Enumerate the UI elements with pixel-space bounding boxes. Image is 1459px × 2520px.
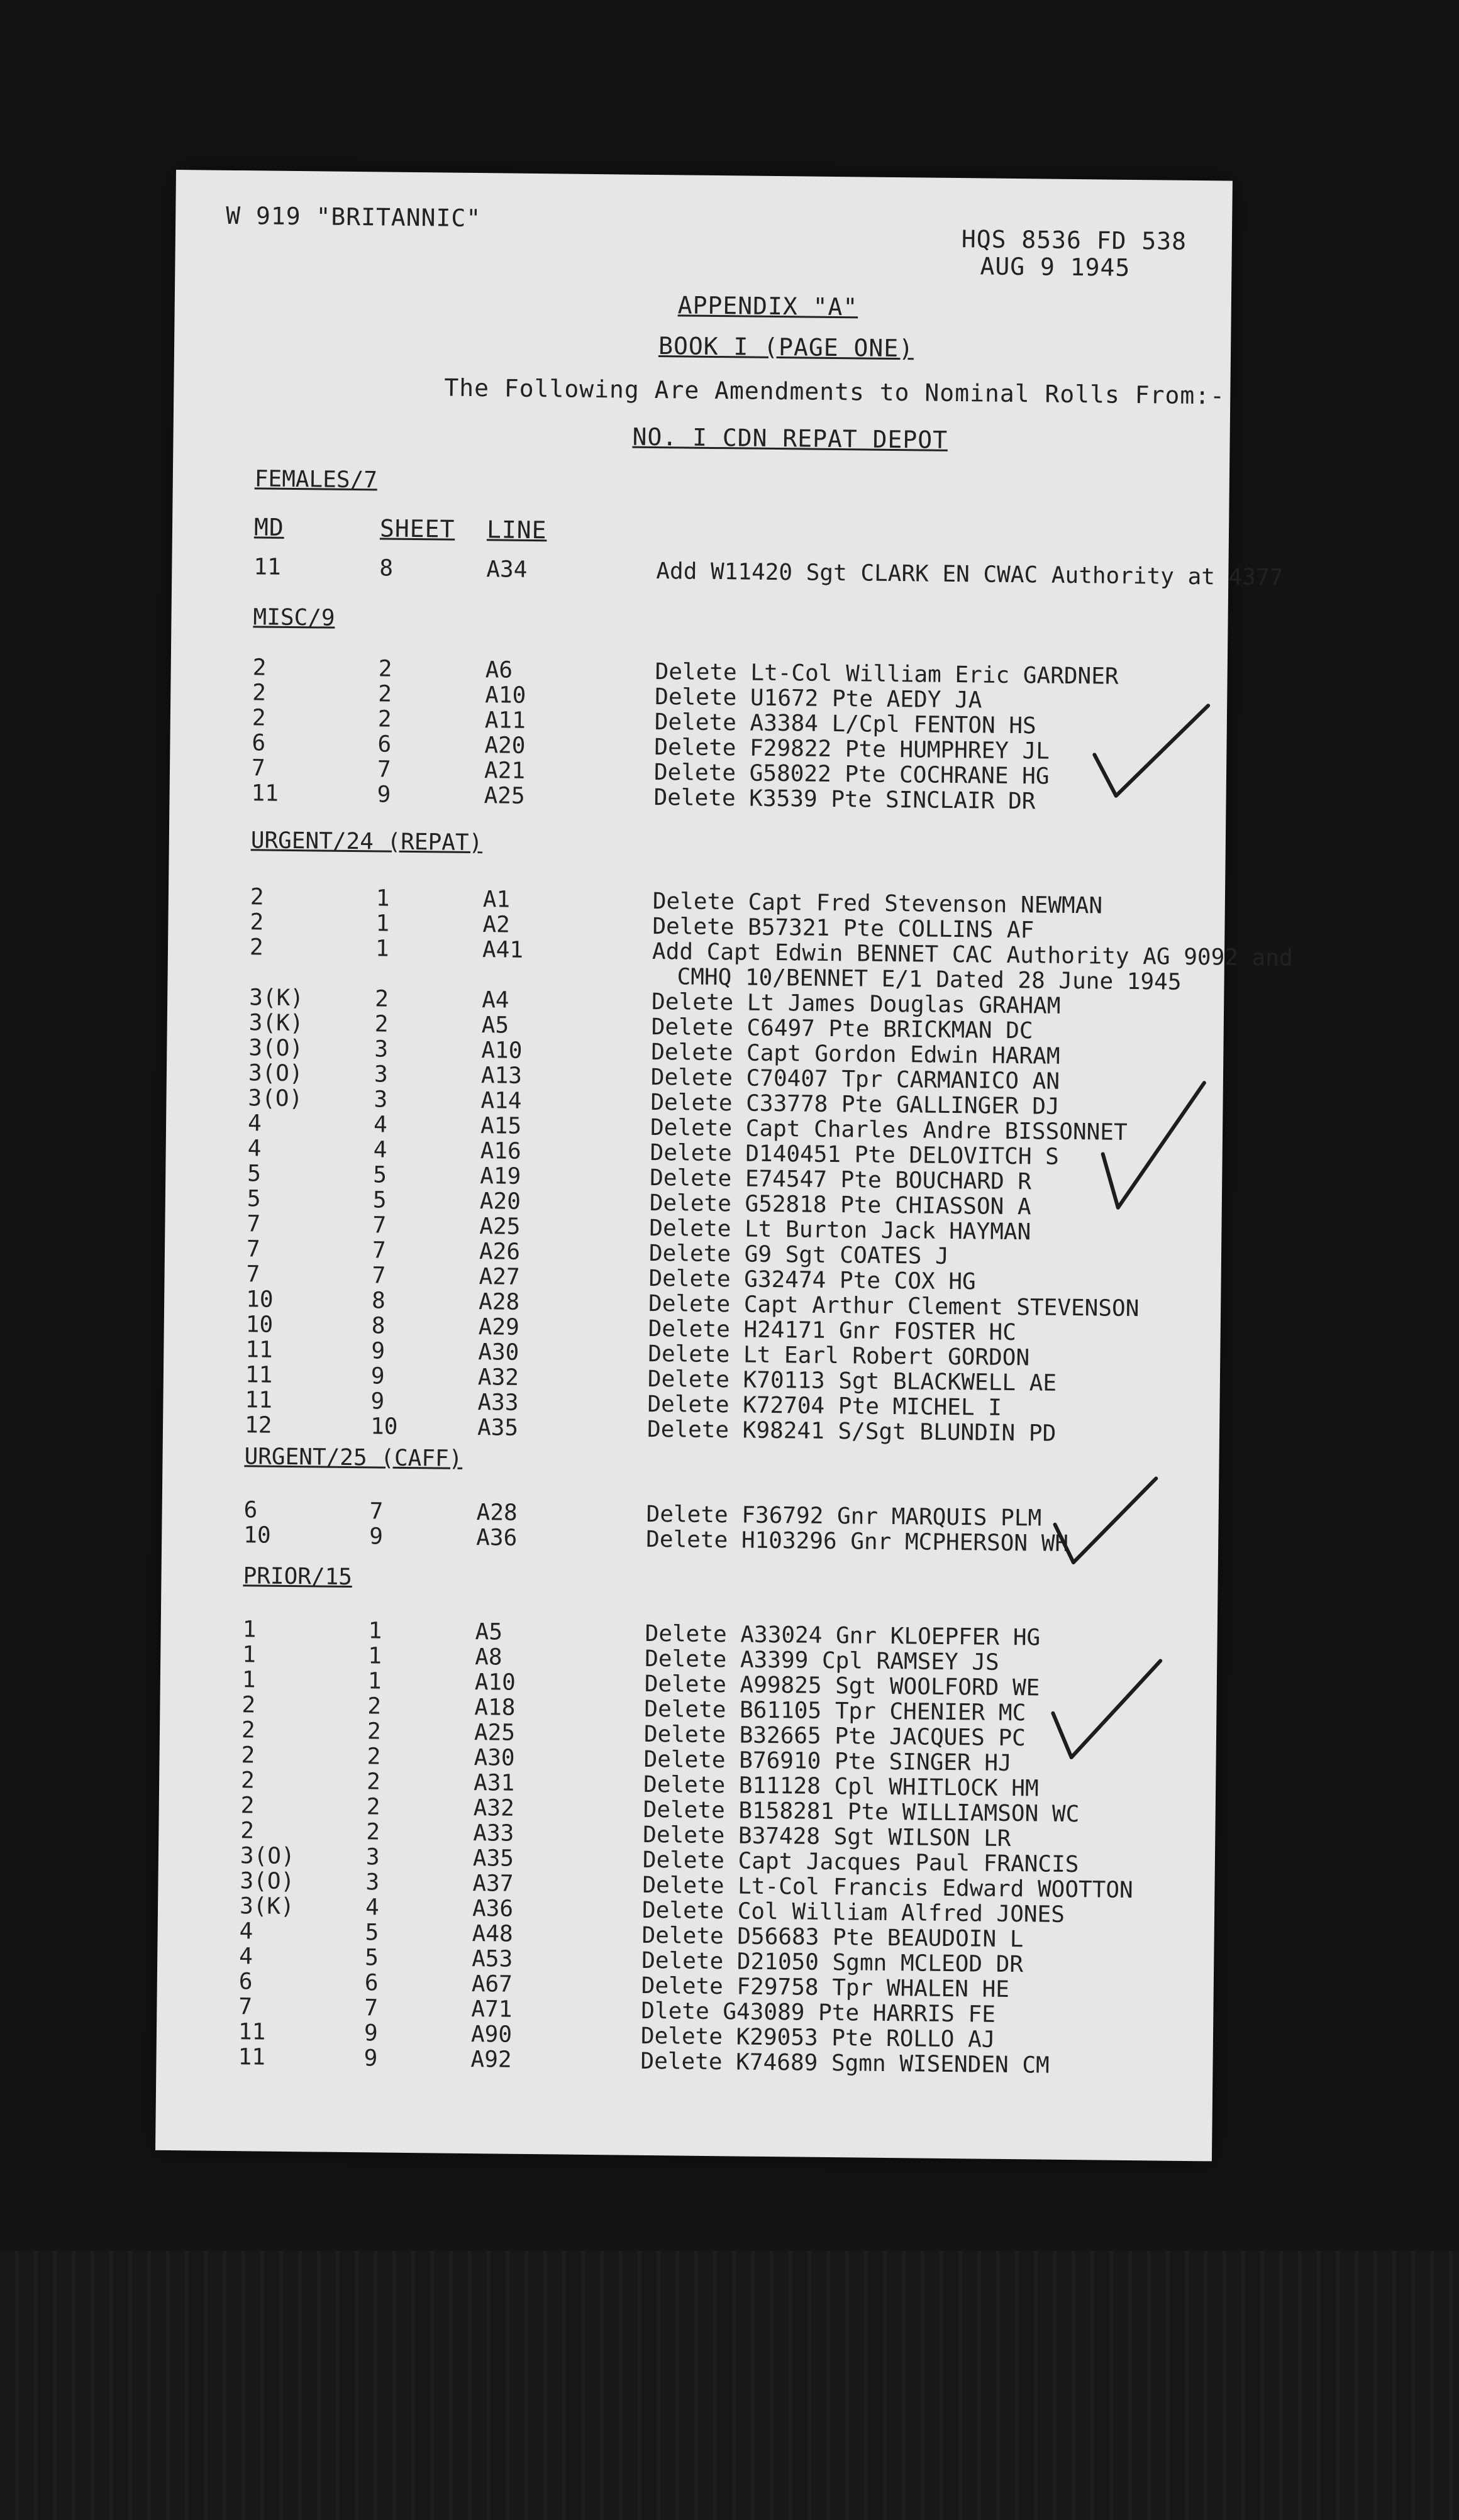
amendment-row bbox=[172, 553, 1284, 591]
row-text: Delete B11128 Cpl WHITLOCK HM bbox=[643, 1771, 1039, 1802]
intro-text: The Following Are Amendments to Nominal Rolls From:- bbox=[444, 373, 1226, 410]
row-text: Delete G58022 Pte COCHRANE HG bbox=[653, 760, 1050, 790]
row-sheet: 9 bbox=[363, 2020, 378, 2047]
row-line: A32 bbox=[473, 1795, 514, 1821]
ship-heading: W 919 "BRITANNIC" bbox=[226, 201, 482, 233]
row-sheet: 5 bbox=[373, 1162, 387, 1188]
row-line: A5 bbox=[475, 1619, 503, 1645]
row-text: Delete F36792 Gnr MARQUIS PLM bbox=[646, 1501, 1042, 1532]
row-md: 1 bbox=[242, 1642, 257, 1668]
row-sheet: 1 bbox=[367, 1668, 382, 1694]
row-sheet: 7 bbox=[372, 1263, 386, 1289]
row-line: A10 bbox=[474, 1669, 516, 1696]
row-line: A33 bbox=[477, 1390, 519, 1416]
row-md: 11 bbox=[245, 1362, 273, 1388]
row-text: Delete A3384 L/Cpl FENTON HS bbox=[654, 709, 1036, 739]
row-sheet: 7 bbox=[369, 1498, 384, 1525]
row-text: Delete G9 Sgt COATES J bbox=[648, 1240, 950, 1269]
row-sheet: 4 bbox=[365, 1894, 379, 1921]
row-text: Delete C6497 Pte BRICKMAN DC bbox=[651, 1014, 1033, 1044]
checkmark-3 bbox=[1048, 1468, 1163, 1570]
row-text: Delete Capt Fred Stevenson NEWMAN bbox=[652, 888, 1103, 919]
row-sheet: 2 bbox=[367, 1744, 381, 1770]
row-text: Delete Capt Charles Andre BISSONNET bbox=[650, 1114, 1128, 1146]
row-text: Delete K3539 Pte SINCLAIR DR bbox=[653, 785, 1036, 815]
row-text: Delete A99825 Sgt WOOLFORD WE bbox=[644, 1671, 1040, 1701]
row-line: A5 bbox=[481, 1012, 509, 1039]
row-sheet: 1 bbox=[375, 885, 390, 912]
row-text: Delete G32474 Pte COX HG bbox=[648, 1265, 976, 1295]
row-md: 2 bbox=[240, 1793, 255, 1819]
row-line: A2 bbox=[482, 912, 511, 938]
row-line: A14 bbox=[480, 1088, 522, 1114]
row-line: A35 bbox=[477, 1415, 519, 1441]
book-title: BOOK I (PAGE ONE) bbox=[658, 332, 914, 363]
row-text: Delete E74547 Pte BOUCHARD R bbox=[650, 1164, 1032, 1195]
row-line: A30 bbox=[478, 1339, 519, 1366]
row-sheet: 2 bbox=[378, 656, 392, 682]
row-md: 7 bbox=[238, 1994, 253, 2020]
appendix-title: APPENDIX "A" bbox=[677, 291, 858, 321]
row-line: A41 bbox=[482, 937, 524, 963]
row-line: A25 bbox=[479, 1213, 521, 1240]
row-line: A10 bbox=[485, 682, 526, 709]
hqs-reference: HQS 8536 FD 538 bbox=[961, 225, 1187, 255]
row-md: 11 bbox=[238, 2044, 266, 2070]
row-sheet: 7 bbox=[372, 1212, 387, 1239]
row-sheet: 9 bbox=[371, 1338, 386, 1364]
row-line: A10 bbox=[481, 1037, 523, 1064]
row-text: Delete D140451 Pte DELOVITCH S bbox=[650, 1139, 1060, 1170]
row-text: Delete A33024 Gnr KLOEPFER HG bbox=[645, 1620, 1041, 1651]
section-title: MISC/9 bbox=[253, 604, 335, 631]
row-md: 10 bbox=[245, 1312, 274, 1338]
row-text: Delete B61105 Tpr CHENIER MC bbox=[644, 1696, 1026, 1727]
row-line: A1 bbox=[482, 887, 511, 913]
row-text: Delete K70113 Sgt BLACKWELL AE bbox=[647, 1366, 1057, 1396]
row-sheet: 4 bbox=[373, 1137, 387, 1163]
row-sheet: 2 bbox=[366, 1794, 380, 1820]
row-md: 5 bbox=[247, 1161, 262, 1187]
row-text: Delete H24171 Gnr FOSTER HC bbox=[648, 1315, 1017, 1346]
row-text: Dlete G43089 Pte HARRIS FE bbox=[641, 1998, 996, 2028]
row-sheet: 6 bbox=[377, 731, 392, 758]
row-sheet: 2 bbox=[374, 1011, 389, 1037]
row-line: A13 bbox=[480, 1063, 523, 1089]
row-md: 2 bbox=[240, 1818, 255, 1844]
row-text: Delete C70407 Tpr CARMANICO AN bbox=[650, 1064, 1060, 1095]
row-md: 1 bbox=[242, 1616, 257, 1643]
row-sheet: 5 bbox=[365, 1945, 379, 1971]
row-continuation: CMHQ 10/BENNET E/1 Dated 28 June 1945 bbox=[677, 964, 1182, 995]
row-md: 6 bbox=[238, 1969, 253, 1995]
row-line: A25 bbox=[474, 1720, 516, 1746]
row-sheet: 7 bbox=[372, 1237, 386, 1264]
row-text: Delete F29822 Pte HUMPHREY JL bbox=[654, 734, 1050, 765]
row-line: A92 bbox=[470, 2047, 512, 2073]
row-md: 3(K) bbox=[239, 1893, 294, 1920]
row-md: 10 bbox=[245, 1286, 274, 1313]
checkmark-2 bbox=[1096, 1072, 1211, 1218]
row-text: Delete Capt Jacques Paul FRANCIS bbox=[642, 1847, 1079, 1878]
row-md: 11 bbox=[251, 780, 279, 807]
row-sheet: 9 bbox=[369, 1523, 384, 1550]
section-title: FEMALES/7 bbox=[254, 466, 378, 494]
row-sheet: 2 bbox=[366, 1769, 381, 1795]
row-line: A53 bbox=[472, 1946, 513, 1972]
row-md: 2 bbox=[241, 1742, 255, 1769]
row-line: A16 bbox=[480, 1138, 521, 1164]
row-sheet: 9 bbox=[363, 2045, 378, 2072]
row-text: Delete B37428 Sgt WILSON LR bbox=[643, 1821, 1011, 1852]
row-text: Delete K72704 Pte MICHEL I bbox=[647, 1391, 1002, 1421]
row-sheet: 9 bbox=[377, 782, 391, 808]
row-sheet: 2 bbox=[377, 706, 392, 732]
row-text: Delete K98241 S/Sgt BLUNDIN PD bbox=[646, 1416, 1057, 1447]
row-md: 4 bbox=[239, 1918, 253, 1945]
row-md: 2 bbox=[250, 884, 264, 910]
row-sheet: 10 bbox=[370, 1413, 398, 1440]
row-md: 2 bbox=[250, 909, 264, 936]
row-sheet: 6 bbox=[364, 1970, 379, 1996]
row-text: Delete K74689 Sgmn WISENDEN CM bbox=[640, 2048, 1050, 2079]
row-sheet: 9 bbox=[370, 1363, 385, 1390]
row-line: A34 bbox=[486, 556, 528, 583]
row-sheet: 9 bbox=[370, 1388, 385, 1415]
row-text: Delete Lt-Col Francis Edward WOOTTON bbox=[642, 1872, 1133, 1904]
row-sheet: 4 bbox=[373, 1112, 388, 1138]
checkmark-1 bbox=[1087, 695, 1214, 809]
row-line: A90 bbox=[470, 2021, 513, 2048]
row-line: A29 bbox=[478, 1314, 519, 1340]
checkmark-4 bbox=[1046, 1650, 1167, 1765]
row-sheet: 3 bbox=[365, 1844, 380, 1871]
row-sheet: 1 bbox=[368, 1618, 382, 1644]
row-sheet: 3 bbox=[374, 1061, 388, 1088]
row-line: A27 bbox=[479, 1264, 520, 1290]
row-text: Delete B76910 Pte SINGER HJ bbox=[643, 1746, 1012, 1777]
row-md: 3(O) bbox=[240, 1843, 295, 1870]
row-md: 2 bbox=[252, 705, 266, 731]
row-md: 2 bbox=[241, 1717, 255, 1744]
row-text: Delete H103296 Gnr MCPHERSON WH bbox=[646, 1526, 1069, 1557]
row-line: A8 bbox=[475, 1644, 502, 1671]
row-md: 11 bbox=[238, 2019, 266, 2045]
row-text: Delete Capt Gordon Edwin HARAM bbox=[651, 1039, 1060, 1069]
row-line: A20 bbox=[484, 732, 526, 759]
row-text: Delete F29758 Tpr WHALEN HE bbox=[641, 1972, 1010, 2003]
row-text: Add W11420 Sgt CLARK EN CWAC Authority at 4377 bbox=[656, 558, 1284, 591]
section-title: PRIOR/15 bbox=[243, 1563, 353, 1591]
row-sheet: 2 bbox=[367, 1693, 382, 1720]
row-line: A20 bbox=[479, 1188, 521, 1215]
row-line: A48 bbox=[472, 1921, 513, 1947]
row-md: 7 bbox=[247, 1211, 261, 1237]
row-sheet: 3 bbox=[374, 1086, 388, 1113]
row-md: 6 bbox=[243, 1497, 258, 1523]
row-text: Delete D56683 Pte BEAUDOIN L bbox=[641, 1922, 1024, 1953]
row-line: A32 bbox=[477, 1364, 519, 1391]
row-line: A67 bbox=[471, 1971, 513, 1998]
row-md: 10 bbox=[243, 1522, 271, 1549]
row-md: 3(O) bbox=[248, 1060, 303, 1087]
row-md: 4 bbox=[239, 1943, 253, 1970]
row-md: 7 bbox=[246, 1261, 260, 1288]
row-line: A26 bbox=[479, 1239, 521, 1265]
depot-title: NO. I CDN REPAT DEPOT bbox=[632, 423, 948, 454]
row-line: A6 bbox=[485, 657, 513, 683]
row-text: Delete Lt Earl Robert GORDON bbox=[648, 1340, 1030, 1371]
row-sheet: 3 bbox=[365, 1869, 380, 1896]
row-sheet: 2 bbox=[366, 1819, 380, 1845]
row-line: A36 bbox=[472, 1896, 514, 1922]
row-line: A19 bbox=[480, 1163, 521, 1190]
row-md: 12 bbox=[244, 1412, 272, 1439]
row-line: A4 bbox=[481, 987, 509, 1014]
row-sheet: 3 bbox=[374, 1036, 389, 1063]
row-md: 1 bbox=[241, 1667, 256, 1693]
row-md: 6 bbox=[252, 730, 266, 756]
row-text: Delete Lt-Col William Eric GARDNER bbox=[655, 659, 1119, 690]
row-sheet: 2 bbox=[367, 1718, 381, 1745]
row-sheet: 8 bbox=[379, 555, 394, 582]
row-line: A37 bbox=[472, 1871, 514, 1897]
row-line: A31 bbox=[473, 1770, 515, 1796]
row-line: A15 bbox=[480, 1113, 522, 1139]
row-sheet: 1 bbox=[375, 936, 389, 962]
row-md: 2 bbox=[252, 680, 267, 706]
row-md: 2 bbox=[249, 934, 264, 961]
row-md: 3(O) bbox=[248, 1085, 303, 1112]
row-text: Delete D21050 Sgmn MCLEOD DR bbox=[641, 1947, 1024, 1978]
row-text: Delete B57321 Pte COLLINS AF bbox=[652, 913, 1035, 944]
row-text: Delete Col William Alfred JONES bbox=[641, 1897, 1065, 1928]
row-text: Delete A3399 Cpl RAMSEY JS bbox=[645, 1645, 999, 1676]
row-sheet: 2 bbox=[378, 681, 392, 707]
row-md: 7 bbox=[246, 1236, 260, 1263]
row-sheet: 8 bbox=[371, 1288, 386, 1314]
column-header-sheet: SHEET bbox=[379, 514, 455, 543]
row-md: 3(O) bbox=[240, 1868, 295, 1895]
row-md: 4 bbox=[247, 1110, 262, 1137]
row-line: A33 bbox=[473, 1820, 514, 1847]
row-line: A35 bbox=[472, 1845, 514, 1872]
row-md: 3(K) bbox=[248, 1010, 304, 1037]
film-edge bbox=[0, 2251, 1459, 2520]
row-sheet: 7 bbox=[364, 1995, 379, 2021]
row-md: 5 bbox=[247, 1186, 261, 1212]
row-text: Delete B32665 Pte JACQUES PC bbox=[643, 1721, 1026, 1752]
column-header-line: LINE bbox=[486, 516, 547, 544]
row-text: Add Capt Edwin BENNET CAC Authority AG 9092 and bbox=[652, 938, 1293, 971]
row-md: 11 bbox=[253, 554, 281, 580]
row-md: 3(K) bbox=[249, 985, 304, 1012]
row-sheet: 5 bbox=[365, 1920, 379, 1946]
row-sheet: 1 bbox=[368, 1643, 382, 1669]
row-line: A71 bbox=[471, 1996, 513, 2023]
document-date: AUG 9 1945 bbox=[980, 252, 1131, 282]
row-line: A36 bbox=[476, 1525, 518, 1551]
row-line: A11 bbox=[484, 707, 526, 734]
row-sheet: 1 bbox=[375, 910, 390, 937]
row-sheet: 2 bbox=[374, 986, 389, 1012]
row-text: Delete Lt James Douglas GRAHAM bbox=[651, 988, 1061, 1019]
row-sheet: 8 bbox=[371, 1313, 386, 1339]
row-md: 2 bbox=[240, 1767, 255, 1794]
row-text: Delete Capt Arthur Clement STEVENSON bbox=[648, 1290, 1140, 1322]
row-md: 11 bbox=[245, 1337, 273, 1363]
row-md: 4 bbox=[247, 1136, 262, 1162]
section-title: URGENT/25 (CAFF) bbox=[244, 1444, 463, 1472]
section-title: URGENT/24 (REPAT) bbox=[250, 827, 483, 856]
row-md: 11 bbox=[245, 1387, 273, 1413]
row-md: 7 bbox=[251, 755, 265, 782]
row-text: Delete Lt Burton Jack HAYMAN bbox=[649, 1215, 1031, 1246]
row-md: 3(O) bbox=[248, 1035, 304, 1062]
column-header-md: MD bbox=[253, 513, 285, 541]
row-text: Delete K29053 Pte ROLLO AJ bbox=[640, 2023, 996, 2053]
document-page bbox=[155, 170, 1293, 2161]
row-text: Delete B158281 Pte WILLIAMSON WC bbox=[643, 1796, 1080, 1828]
row-line: A30 bbox=[474, 1745, 515, 1771]
row-line: A21 bbox=[484, 758, 526, 784]
row-text: Delete G52818 Pte CHIASSON A bbox=[649, 1190, 1031, 1220]
row-sheet: 5 bbox=[372, 1187, 387, 1213]
row-sheet: 7 bbox=[377, 756, 391, 783]
row-text: Delete C33778 Pte GALLINGER DJ bbox=[650, 1089, 1060, 1120]
row-line: A25 bbox=[484, 783, 525, 809]
row-line: A28 bbox=[478, 1289, 520, 1315]
row-text: Delete U1672 Pte AEDY JA bbox=[655, 684, 982, 714]
row-md: 2 bbox=[241, 1692, 256, 1718]
row-line: A28 bbox=[476, 1500, 518, 1526]
row-line: A18 bbox=[474, 1694, 516, 1721]
row-md: 2 bbox=[252, 655, 267, 681]
